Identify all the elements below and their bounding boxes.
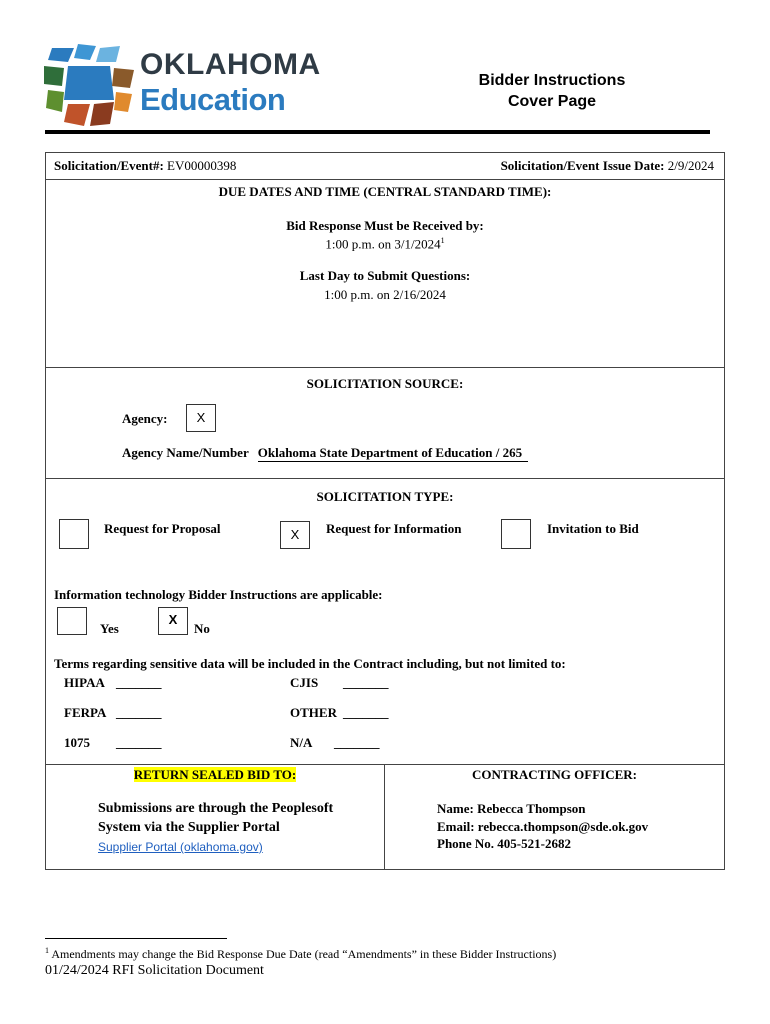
it-yes-checkbox[interactable] (57, 607, 87, 635)
bid-response-label: Bid Response Must be Received by: (286, 218, 484, 233)
return-heading-wrap (46, 767, 384, 783)
terms-label: Terms regarding sensitive data will be included in the Contract including, but not limited to: (54, 656, 566, 671)
solicitation-issue-date (501, 158, 714, 174)
it-yes-label: Yes (100, 621, 119, 636)
bid-response-value (46, 236, 724, 252)
due-dates-section (45, 179, 725, 368)
rfi-label: Request for Information (326, 521, 462, 536)
term-na-blank: _______ (334, 735, 380, 750)
term-na-label: N/A (290, 735, 313, 750)
footnote-rule (45, 938, 227, 939)
solicitation-type-section (45, 478, 725, 765)
issue-date-label: Solicitation/Event Issue Date: (500, 158, 665, 173)
term-cjis-blank: _______ (343, 675, 389, 690)
it-no-checkbox[interactable]: X (158, 607, 188, 635)
due-dates-heading: DUE DATES AND TIME (CENTRAL STANDARD TIME): (218, 184, 552, 199)
agency-name-value: Oklahoma State Department of Education / 265 (258, 445, 528, 462)
bid-response-datetime: 1:00 p.m. on 3/1/2024 (325, 236, 441, 252)
event-label: Solicitation/Event#: (54, 158, 164, 173)
agency-name-row (122, 445, 528, 462)
agency-label: Agency: (122, 411, 168, 426)
term-1075-blank: _______ (116, 735, 162, 750)
itb-checkbox[interactable] (501, 519, 531, 549)
rfp-checkbox[interactable] (59, 519, 89, 549)
rfp-label: Request for Proposal (104, 521, 221, 536)
document-title (452, 70, 652, 112)
term-ferpa-blank: _______ (116, 705, 162, 720)
questions-value: 1:00 p.m. on 2/16/2024 (324, 287, 446, 302)
document-footer-line: 01/24/2024 RFI Solicitation Document (45, 963, 264, 978)
rfi-checkbox[interactable]: X (280, 521, 310, 549)
return-line-1: Submissions are through the Peoplesoft (98, 801, 334, 816)
issue-date-value: 2/9/2024 (667, 158, 714, 173)
questions-label: Last Day to Submit Questions: (299, 268, 471, 283)
term-other-blank: _______ (343, 705, 389, 720)
logo-text-education: Education (140, 82, 286, 117)
title-line-1: Bidder Instructions (478, 72, 626, 89)
header-rule (45, 130, 710, 134)
footnote-text: Amendments may change the Bid Response Due Date (read “Amendments” in these Bidder Instructions) (51, 947, 557, 961)
term-hipaa-blank: _______ (116, 675, 162, 690)
event-value: EV00000398 (167, 158, 237, 173)
return-heading: RETURN SEALED BID TO: (133, 767, 297, 782)
type-heading: SOLICITATION TYPE: (316, 489, 454, 504)
title-line-2: Cover Page (507, 93, 597, 110)
oklahoma-star-logo-icon (44, 42, 136, 128)
logo-text-oklahoma: OKLAHOMA (140, 48, 321, 81)
bid-footnote-mark: 1 (440, 236, 445, 245)
itb-label: Invitation to Bid (547, 521, 639, 536)
officer-heading: CONTRACTING OFFICER: (471, 767, 638, 782)
term-1075-label: 1075 (64, 735, 90, 750)
solicitation-source-section (45, 367, 725, 479)
officer-phone: Phone No. 405-521-2682 (437, 836, 571, 851)
agency-name-label: Agency Name/Number (122, 445, 249, 460)
officer-email: Email: rebecca.thompson@sde.ok.gov (437, 819, 649, 834)
officer-name: Name: Rebecca Thompson (437, 801, 586, 816)
agency-checkbox[interactable]: X (186, 404, 216, 432)
contracting-officer-section (384, 764, 725, 870)
term-hipaa-label: HIPAA (64, 675, 105, 690)
term-other-label: OTHER (290, 705, 337, 720)
supplier-portal-link[interactable]: Supplier Portal (oklahoma.gov) (98, 840, 263, 854)
source-heading: SOLICITATION SOURCE: (306, 376, 464, 391)
term-cjis-label: CJIS (290, 675, 319, 690)
footnote (45, 946, 556, 962)
return-line-2: System via the Supplier Portal (98, 820, 280, 835)
solicitation-event (54, 158, 236, 174)
it-no-label: No (194, 621, 210, 636)
return-sealed-bid-section (45, 764, 385, 870)
term-ferpa-label: FERPA (64, 705, 107, 720)
footnote-mark: 1 (45, 946, 49, 955)
solicitation-row (45, 152, 725, 180)
it-instructions-label: Information technology Bidder Instructions are applicable: (54, 587, 383, 602)
